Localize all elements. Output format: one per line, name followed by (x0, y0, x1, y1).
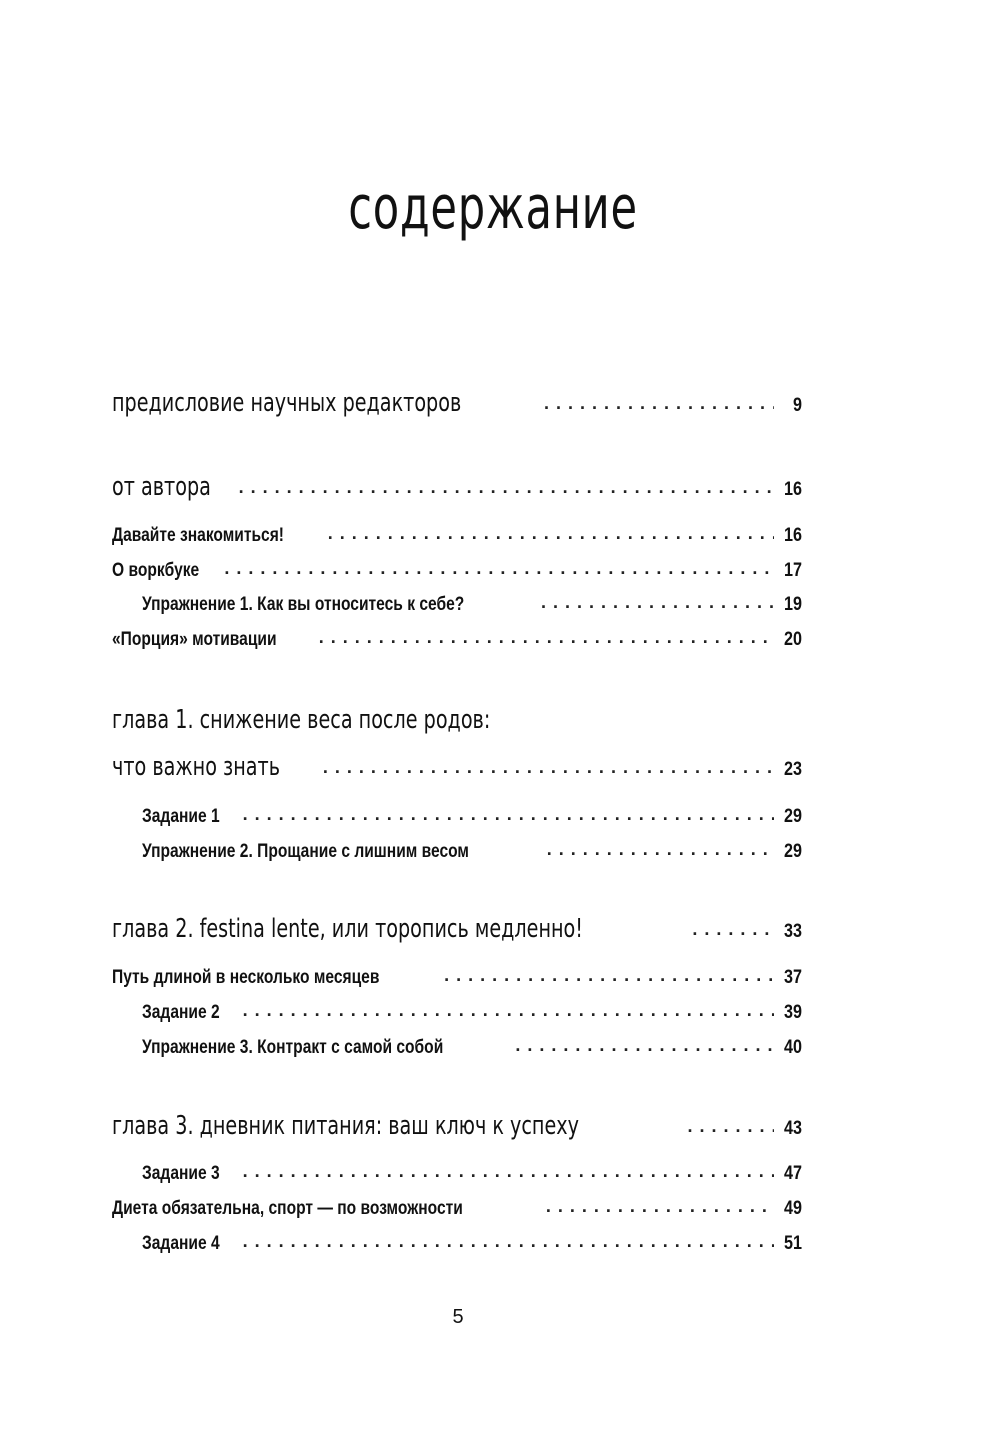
dot-leader (444, 966, 774, 984)
toc-entry-page: 16 (784, 525, 802, 546)
toc-entry-task-1[interactable] (142, 806, 802, 834)
toc-entry-page: 33 (784, 921, 802, 942)
toc-entry-label: предисловие научных редакторов (112, 388, 462, 418)
toc-entry-page: 47 (784, 1163, 802, 1184)
toc-entry-chapter-1-line-1[interactable] (112, 705, 802, 741)
toc-entry-page: 16 (784, 479, 802, 500)
toc-entry-page: 9 (793, 395, 802, 416)
toc-entry-exercise-3[interactable] (142, 1037, 802, 1065)
toc-entry-label: глава 3. дневник питания: ваш ключ к успеху (112, 1111, 579, 1141)
toc-entry-page: 43 (784, 1118, 802, 1139)
toc-entry-about-workbook[interactable] (112, 560, 802, 588)
dot-leader (544, 394, 774, 412)
toc-entry-page: 29 (784, 806, 802, 827)
toc-entry-task-4[interactable] (142, 1233, 802, 1261)
dot-leader (692, 920, 774, 938)
toc-entry-page: 20 (784, 629, 802, 650)
dot-leader (323, 758, 774, 776)
toc-entry-page: 37 (784, 967, 802, 988)
toc-entry-page: 17 (784, 560, 802, 581)
page-number: 5 (452, 1306, 464, 1328)
toc-entry-label: что важно знать (112, 752, 281, 782)
toc-entry-months-path[interactable] (112, 967, 802, 995)
dot-leader (243, 1232, 774, 1250)
toc-entry-page: 29 (784, 841, 802, 862)
dot-leader (243, 1162, 774, 1180)
dot-leader (688, 1117, 775, 1135)
toc-entry-foreword[interactable] (112, 388, 802, 424)
toc-entry-task-2[interactable] (142, 1002, 802, 1030)
dot-leader (547, 840, 774, 858)
toc-entry-chapter-2[interactable] (112, 914, 802, 950)
toc-entry-from-author[interactable] (112, 472, 802, 508)
toc-entry-diet-sport[interactable] (112, 1198, 802, 1226)
toc-entry-label: Упражнение 3. Контракт с самой собой (142, 1037, 444, 1058)
toc-entry-page: 39 (784, 1002, 802, 1023)
toc-entry-label: Задание 3 (142, 1163, 220, 1184)
toc-entry-lets-meet[interactable] (112, 525, 802, 553)
toc-entry-chapter-3[interactable] (112, 1111, 802, 1147)
toc-entry-page: 40 (784, 1037, 802, 1058)
toc-entry-label: О воркбуке (112, 560, 200, 581)
dot-leader (515, 1036, 774, 1054)
toc-entry-label: «Порция» мотивации (112, 629, 277, 650)
toc-entry-exercise-2[interactable] (142, 841, 802, 869)
toc-entry-label: от автора (112, 472, 211, 502)
dot-leader (224, 559, 774, 577)
dot-leader (541, 593, 774, 611)
toc-entry-page: 51 (784, 1233, 802, 1254)
toc-entry-chapter-1-line-2[interactable] (112, 752, 802, 788)
toc-entry-label: Упражнение 2. Прощание с лишним весом (142, 841, 469, 862)
dot-leader (328, 524, 774, 542)
dot-leader (546, 1197, 774, 1215)
dot-leader (243, 1001, 774, 1019)
page-title: содержание (348, 173, 638, 243)
toc-entry-label: глава 2. festina lente, или торопись медленно! (112, 914, 583, 944)
toc-entry-label: Путь длиной в несколько месяцев (112, 967, 380, 988)
toc-entry-exercise-1[interactable] (142, 594, 802, 622)
toc-entry-page: 19 (784, 594, 802, 615)
toc-entry-label: глава 1. снижение веса после родов: (112, 705, 491, 735)
toc-entry-page: 23 (784, 759, 802, 780)
dot-leader (243, 805, 774, 823)
toc-entry-label: Диета обязательна, спорт — по возможности (112, 1198, 463, 1219)
dot-leader (239, 478, 774, 496)
toc-entry-motivation[interactable] (112, 629, 802, 657)
toc-entry-label: Упражнение 1. Как вы относитесь к себе? (142, 594, 465, 615)
dot-leader (319, 628, 774, 646)
toc-entry-task-3[interactable] (142, 1163, 802, 1191)
toc-entry-label: Задание 1 (142, 806, 220, 827)
toc-entry-label: Задание 2 (142, 1002, 220, 1023)
toc-entry-label: Задание 4 (142, 1233, 220, 1254)
toc-entry-page: 49 (784, 1198, 802, 1219)
toc-entry-label: Давайте знакомиться! (112, 525, 284, 546)
